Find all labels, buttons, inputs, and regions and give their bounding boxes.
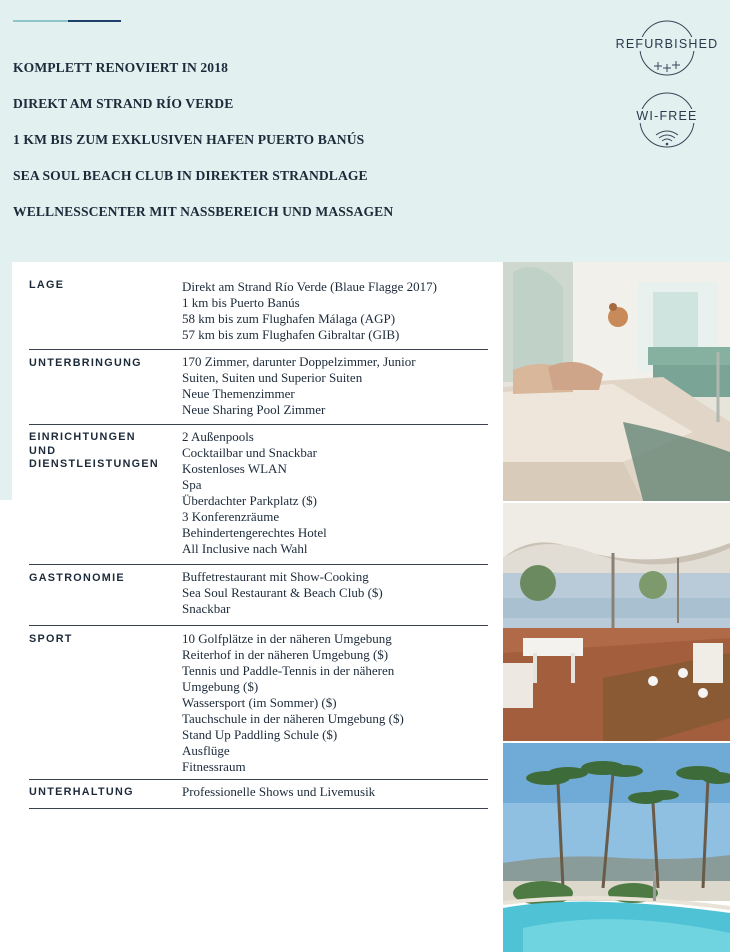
accent-line-light: [13, 20, 68, 22]
row-value: Sea Soul Restaurant & Beach Club ($): [182, 585, 383, 600]
row-value: Neue Sharing Pool Zimmer: [182, 402, 326, 417]
table-row: [29, 780, 488, 809]
row-label: GASTRONOMIE: [29, 572, 125, 584]
row-value: Suiten, Suiten und Superior Suiten: [182, 370, 363, 385]
row-value: 3 Konferenzräume: [182, 509, 280, 524]
highlight-item: DIREKT AM STRAND RÍO VERDE: [13, 96, 234, 111]
refurbished-label: REFURBISHED: [612, 37, 722, 51]
row-value: Professionelle Shows und Livemusik: [182, 784, 376, 799]
hotel-room-photo: [503, 262, 730, 501]
wifi-free-badge: [612, 92, 722, 152]
wifi-free-label: WI-FREE: [612, 109, 722, 123]
highlight-item: 1 KM BIS ZUM EXKLUSIVEN HAFEN PUERTO BANÚS: [13, 132, 365, 147]
row-value: Überdachter Parkplatz ($): [182, 493, 317, 508]
row-values: [182, 565, 488, 625]
row-value: Kostenloses WLAN: [182, 461, 287, 476]
row-value: 2 Außenpools: [182, 429, 254, 444]
row-label-line: UND: [29, 444, 57, 457]
table-row: [29, 262, 488, 350]
row-value: Buffetrestaurant mit Show-Cooking: [182, 569, 369, 584]
row-value: Tennis und Paddle-Tennis in der näheren: [182, 663, 395, 678]
row-value: Umgebung ($): [182, 679, 259, 694]
row-values: [182, 262, 488, 349]
row-value: 10 Golfplätze in der näheren Umgebung: [182, 631, 392, 646]
row-value: Stand Up Paddling Schule ($): [182, 727, 338, 742]
restaurant-terrace-photo: [503, 503, 730, 741]
highlights-list: [13, 58, 573, 238]
row-label-line: DIENSTLEISTUNGEN: [29, 458, 159, 470]
refurbished-badge: [612, 20, 722, 80]
row-label: [29, 425, 182, 564]
pool-palms-photo: [503, 743, 730, 952]
row-value: Wassersport (im Sommer) ($): [182, 695, 337, 710]
row-values: [182, 350, 488, 424]
row-values: [182, 425, 488, 564]
row-label: UNTERBRINGUNG: [29, 357, 142, 369]
table-row: [29, 626, 488, 780]
row-label: SPORT: [29, 633, 73, 645]
highlight-item: SEA SOUL BEACH CLUB IN DIREKTER STRANDLAGE: [13, 168, 368, 183]
table-row: [29, 425, 488, 565]
row-value: Direkt am Strand Río Verde (Blaue Flagge 2017): [182, 279, 438, 294]
row-label: UNTERHALTUNG: [29, 786, 134, 798]
row-value: Spa: [182, 477, 202, 492]
row-value: 170 Zimmer, darunter Doppelzimmer, Junior: [182, 354, 416, 369]
row-value: All Inclusive nach Wahl: [182, 541, 308, 556]
row-value: Reiterhof in der näheren Umgebung ($): [182, 647, 389, 662]
row-value: Ausflüge: [182, 743, 230, 758]
highlight-item: WELLNESSCENTER MIT NASSBEREICH UND MASSAGEN: [13, 204, 394, 219]
highlight-item: KOMPLETT RENOVIERT IN 2018: [13, 60, 229, 75]
table-row: [29, 350, 488, 425]
table-row: [29, 565, 488, 626]
row-value: 57 km bis zum Flughafen Gibraltar (GIB): [182, 327, 400, 342]
row-label-line: EINRICHTUNGEN: [29, 431, 136, 443]
row-value: 1 km bis Puerto Banús: [182, 295, 300, 310]
accent-line-dark: [68, 20, 121, 22]
row-value: Neue Themenzimmer: [182, 386, 295, 401]
side-strip: [0, 262, 12, 500]
row-value: Tauchschule in der näheren Umgebung ($): [182, 711, 404, 726]
row-value: Behindertengerechtes Hotel: [182, 525, 327, 540]
row-value: Cocktailbar und Snackbar: [182, 445, 318, 460]
row-value: 58 km bis zum Flughafen Málaga (AGP): [182, 311, 396, 326]
facts-table: [29, 262, 488, 809]
row-value: Snackbar: [182, 601, 231, 616]
row-label: LAGE: [29, 279, 65, 291]
row-values: [182, 780, 488, 808]
row-value: Fitnessraum: [182, 759, 246, 774]
row-values: [182, 626, 488, 779]
